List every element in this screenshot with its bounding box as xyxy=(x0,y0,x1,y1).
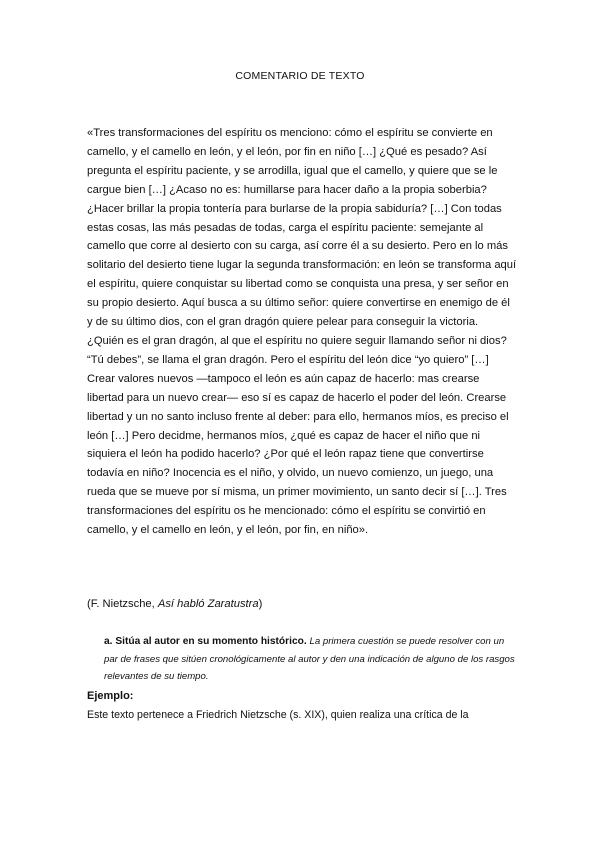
example-label: Ejemplo: xyxy=(87,690,134,702)
citation xyxy=(87,598,262,610)
task-label: Sitúa al autor en su momento histórico. xyxy=(115,636,307,647)
document-title: COMENTARIO DE TEXTO xyxy=(235,70,365,82)
citation-work: Así habló Zaratustra xyxy=(157,598,259,610)
quote-paragraph: «Tres transformaciones del espíritu os menciono: cómo el espíritu se convierte en camello, y el camello en león, y el león, por fin en niño […] ¿Qué es pesado? Así pregunta el espíritu paciente, y se arrodilla, igual que el camello, y quiere que se le cargue bien […] ¿Acaso no es: humillarse para hacer daño a la propia soberbia? ¿Hacer brillar la propia tontería para burlarse de la propia sabiduría? […] Con todas estas cosas, las más pesadas de todas, carga el espíritu paciente: semejante al camello que corre al desierto con su carga, así corre él a su desierto. Pero en lo más solitario del desierto tiene lugar la segunda transformación: en león se transforma aquí el espíritu, quiere conquistar su libertad como se conquista una presa, y ser señor en su propio desierto. Aquí busca a su último señor: quiere convertirse en enemigo de él y de su último dios, con el gran dragón quiere pelear para conseguir la victoria. ¿Quién es el gran dragón, al que el espíritu no quiere seguir llamando señor ni dios? “Tú debes”, se llama el gran dragón. Pero el espíritu del león dice “yo quiero” […] Crear valores nuevos —tampoco el león es aún capaz de hacerlo: mas crearse libertad para un nuevo crear— eso sí es capaz de hacerlo el poder del león. Crearse libertad y un no santo incluso frente al deber: para ello, hermanos míos, es preciso el león […] Pero decidme, hermanos míos, ¿qué es capaz de hacer el niño que ni siquiera el león ha podido hacerlo? ¿Por qué el león rapaz tiene que convertirse todavía en niño? Inocencia es el niño, y olvido, un nuevo comienzo, un juego, una rueda que se mueve por sí misma, un primer movimiento, un santo decir sí […]. Tres transformaciones del espíritu os he mencionado: cómo el espíritu se convirtió en camello, y el camello en león, y el león, por fin, en niño». xyxy=(87,127,517,537)
example-text: Este texto pertenece a Friedrich Nietzsche (s. XIX), quien realiza una crítica de la xyxy=(87,709,469,721)
task-marker: a. xyxy=(104,636,113,647)
task-hint: La primera cuestión se puede resolver con un par de frases que sitúen cronológicamente al autor y den una indicación de alguno de los rasgos relevantes de su tiempo. xyxy=(104,636,515,682)
citation-prefix: (F. Nietzsche, xyxy=(87,598,158,610)
task-item xyxy=(104,633,519,686)
citation-suffix: ) xyxy=(258,598,263,610)
